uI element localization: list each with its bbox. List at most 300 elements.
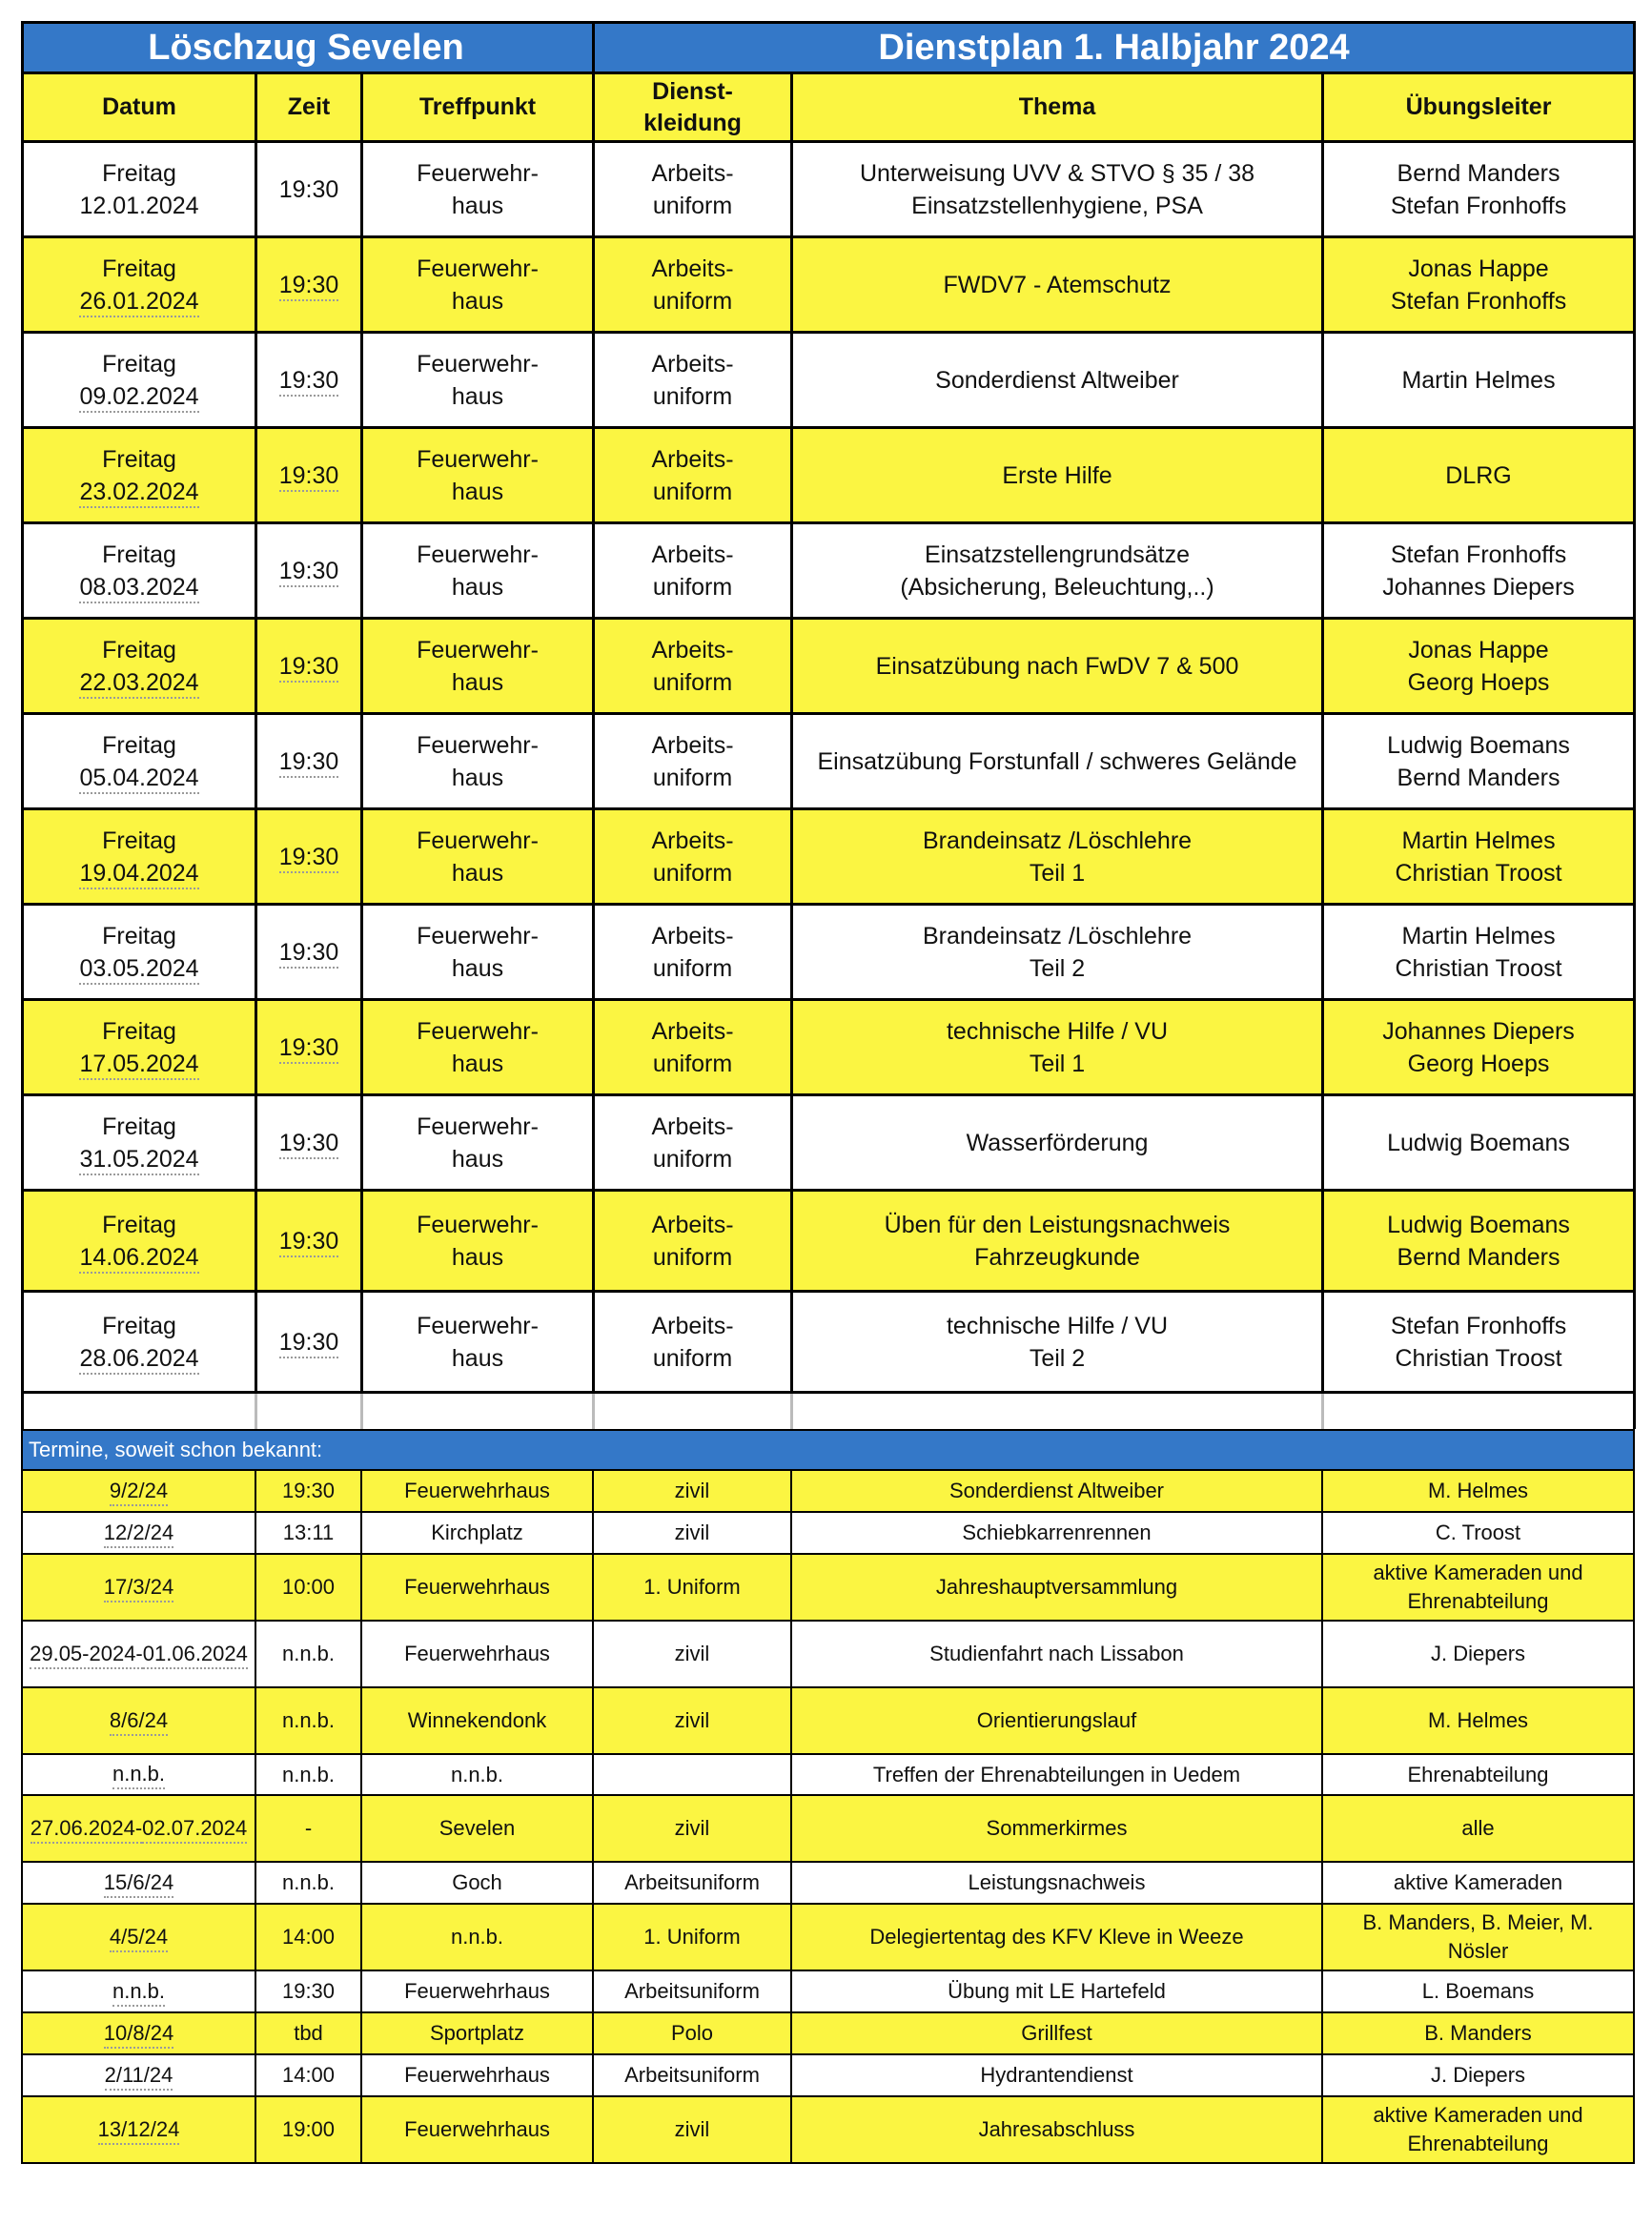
- schedule-row: [23, 333, 1635, 428]
- event-place-cell-line: Feuerwehrhaus: [404, 1479, 550, 1502]
- event-dress-cell: [593, 2096, 791, 2163]
- place-cell-line: Feuerwehr-: [417, 159, 539, 187]
- title-row: [23, 23, 1635, 73]
- place-cell-line: haus: [451, 859, 504, 887]
- event-leader-cell-line: J. Diepers: [1430, 2063, 1526, 2087]
- unit-title: Löschzug Sevelen: [23, 23, 594, 73]
- event-place-cell-line: Goch: [452, 1870, 502, 1894]
- date-line: [28, 1241, 251, 1274]
- event-date-cell: [22, 1795, 255, 1862]
- date-value: 14.06.2024: [79, 1243, 198, 1274]
- date-cell-line: Freitag: [102, 159, 176, 187]
- dress-cell-line: uniform: [652, 1243, 733, 1271]
- schedule-row: [23, 142, 1635, 237]
- leader-cell: [1323, 1095, 1635, 1191]
- date-cell: [23, 1292, 256, 1393]
- date-cell-line: Freitag: [102, 1017, 176, 1045]
- topic-cell-line: Teil 2: [1029, 954, 1086, 982]
- event-date-cell-line: n.n.b.: [112, 1761, 165, 1789]
- event-date-cell-line: 4/5/24: [110, 1924, 168, 1952]
- date-line: [28, 1048, 251, 1080]
- event-place-cell-line: Feuerwehrhaus: [404, 2117, 550, 2141]
- time-value: 19:30: [279, 366, 339, 397]
- event-dress-cell-line: 1. Uniform: [643, 1575, 741, 1599]
- dress-cell-line: Arbeits-: [651, 255, 734, 282]
- event-dress-cell-line: zivil: [674, 2117, 710, 2141]
- event-row: [22, 1904, 1634, 1970]
- event-date-cell: [22, 1904, 255, 1970]
- place-cell: [362, 1000, 594, 1095]
- place-cell: [362, 1191, 594, 1292]
- event-leader-cell-line: aktive Kameraden: [1393, 1870, 1563, 1894]
- event-place-cell: [361, 1621, 593, 1687]
- event-dress-cell-line: Arbeitsuniform: [624, 1870, 760, 1894]
- date-cell-line: Freitag: [102, 922, 176, 949]
- place-cell-line: haus: [451, 287, 504, 315]
- topic-cell: [792, 1000, 1323, 1095]
- event-date-cell: [22, 1862, 255, 1904]
- leader-cell-line: Stefan Fronhoffs: [1390, 1312, 1567, 1339]
- event-time-cell-line: 13:11: [282, 1521, 335, 1544]
- event-place-cell-line: Kirchplatz: [431, 1521, 523, 1544]
- event-dress-cell-line: Polo: [670, 2021, 714, 2045]
- event-topic-cell-line: Schiebkarrenrennen: [962, 1521, 1152, 1544]
- leader-cell: [1323, 619, 1635, 714]
- event-date-cell-line: 01.06.2024: [143, 1641, 248, 1669]
- event-date-cell: [22, 1970, 255, 2012]
- dress-cell-line: Arbeits-: [651, 1112, 734, 1140]
- event-topic-cell-line: Delegiertentag des KFV Kleve in Weeze: [869, 1925, 1244, 1949]
- event-place-cell-line: Winnekendonk: [407, 1708, 547, 1732]
- leader-cell: [1323, 1292, 1635, 1393]
- topic-cell-line: Einsatzstellengrundsätze: [925, 541, 1190, 568]
- date-value: 05.04.2024: [79, 764, 198, 794]
- dress-cell: [594, 1095, 792, 1191]
- event-place-cell: [361, 1904, 593, 1970]
- event-leader-cell-line: M. Helmes: [1427, 1708, 1529, 1732]
- events-title: Termine, soweit schon bekannt:: [22, 1430, 1634, 1470]
- event-place-cell-line: Sportplatz: [429, 2021, 525, 2045]
- event-row: [22, 1970, 1634, 2012]
- date-line: [28, 666, 251, 699]
- leader-cell-line: Georg Hoeps: [1407, 1050, 1550, 1077]
- col-dienst-line2: kleidung: [643, 109, 742, 136]
- leader-cell-line: Stefan Fronhoffs: [1390, 192, 1567, 219]
- event-time-cell: [255, 1470, 361, 1512]
- place-cell: [362, 619, 594, 714]
- leader-cell-line: Martin Helmes: [1401, 366, 1556, 394]
- date-cell-line: Freitag: [102, 731, 176, 759]
- dress-cell-line: uniform: [652, 573, 733, 601]
- date-cell-line: Freitag: [102, 255, 176, 282]
- event-leader-cell: [1322, 1512, 1634, 1554]
- dress-cell-line: Arbeits-: [651, 1211, 734, 1238]
- event-row: [22, 1470, 1634, 1512]
- leader-cell-line: DLRG: [1445, 461, 1512, 489]
- place-cell-line: Feuerwehr-: [417, 445, 539, 473]
- topic-cell-line: Teil 1: [1029, 859, 1086, 887]
- dress-cell: [594, 142, 792, 237]
- event-place-cell: [361, 1970, 593, 2012]
- leader-cell-line: Stefan Fronhoffs: [1390, 287, 1567, 315]
- time-cell: [256, 905, 362, 1000]
- dress-cell: [594, 809, 792, 905]
- place-cell-line: Feuerwehr-: [417, 1312, 539, 1339]
- topic-cell-line: Teil 2: [1029, 1344, 1086, 1372]
- event-place-cell: [361, 1554, 593, 1621]
- event-date-cell-line: 9/2/24: [110, 1478, 168, 1506]
- event-time-cell-line: 14:00: [281, 2063, 336, 2087]
- event-date-cell-line: 12/2/24: [104, 1520, 173, 1548]
- date-line: [28, 190, 251, 222]
- event-date-cell: [22, 1754, 255, 1795]
- date-line: [28, 1342, 251, 1375]
- event-leader-cell-line: L. Boemans: [1421, 1979, 1535, 2003]
- time-cell: [256, 333, 362, 428]
- event-dress-cell: [593, 1470, 791, 1512]
- date-value: 03.05.2024: [79, 954, 198, 985]
- date-cell: [23, 237, 256, 333]
- topic-cell-line: Erste Hilfe: [1002, 461, 1112, 489]
- topic-cell: [792, 809, 1323, 905]
- place-cell-line: Feuerwehr-: [417, 541, 539, 568]
- event-dress-cell-line: zivil: [674, 1708, 710, 1732]
- dress-cell-line: Arbeits-: [651, 445, 734, 473]
- dress-cell-line: uniform: [652, 1344, 733, 1372]
- event-date-cell: [22, 1687, 255, 1754]
- leader-cell: [1323, 1191, 1635, 1292]
- event-place-cell: [361, 1862, 593, 1904]
- event-time-cell: [255, 1687, 361, 1754]
- event-time-cell: [255, 1554, 361, 1621]
- event-topic-cell: [791, 1970, 1322, 2012]
- event-place-cell: [361, 1470, 593, 1512]
- leader-cell-line: Jonas Happe: [1408, 255, 1549, 282]
- dienstplan-page: [21, 21, 1633, 2164]
- place-cell-line: Feuerwehr-: [417, 827, 539, 854]
- leader-cell-line: Stefan Fronhoffs: [1390, 541, 1567, 568]
- date-line: [28, 1143, 251, 1175]
- event-place-cell: [361, 2096, 593, 2163]
- event-dress-cell: [593, 1512, 791, 1554]
- leader-cell: [1323, 428, 1635, 523]
- event-time-cell-line: 19:00: [281, 2117, 336, 2141]
- event-leader-cell-line: alle: [1461, 1816, 1495, 1840]
- events-table: [21, 1429, 1635, 2164]
- event-leader-cell-line: Ehrenabteilung: [1407, 1589, 1549, 1613]
- dress-cell-line: Arbeits-: [651, 159, 734, 187]
- topic-cell-line: Brandeinsatz /Löschlehre: [922, 827, 1193, 854]
- event-date-cell-line: 2/11/24: [105, 2062, 173, 2091]
- event-topic-cell: [791, 2012, 1322, 2054]
- date-value: 19.04.2024: [79, 859, 198, 889]
- event-time-cell-line: 14:00: [281, 1925, 336, 1949]
- topic-cell-line: Fahrzeugkunde: [974, 1243, 1140, 1271]
- event-dress-cell-line: Arbeitsuniform: [624, 1979, 760, 2003]
- dress-cell-line: uniform: [652, 954, 733, 982]
- dress-cell: [594, 237, 792, 333]
- time-cell: [256, 619, 362, 714]
- event-time-cell: [255, 1754, 361, 1795]
- date-cell-line: Freitag: [102, 1312, 176, 1339]
- event-dress-cell: [593, 1862, 791, 1904]
- event-topic-cell: [791, 1470, 1322, 1512]
- event-time-cell: [255, 1795, 361, 1862]
- event-leader-cell-line: B. Manders, B. Meier, M.: [1362, 1910, 1594, 1934]
- date-cell: [23, 523, 256, 619]
- date-line: [28, 476, 251, 508]
- leader-cell-line: Christian Troost: [1395, 954, 1562, 982]
- event-dress-cell: [593, 1904, 791, 1970]
- leader-cell-line: Ludwig Boemans: [1387, 1211, 1570, 1238]
- event-leader-cell-line: C. Troost: [1435, 1521, 1521, 1544]
- dress-cell-line: uniform: [652, 192, 733, 219]
- events-body: [22, 1470, 1634, 2163]
- event-topic-cell-line: Treffen der Ehrenabteilungen in Uedem: [872, 1762, 1241, 1786]
- leader-cell-line: Johannes Diepers: [1382, 573, 1575, 601]
- topic-cell-line: technische Hilfe / VU: [946, 1312, 1169, 1339]
- time-cell: [256, 809, 362, 905]
- event-dress-cell: [593, 1554, 791, 1621]
- topic-cell: [792, 333, 1323, 428]
- event-place-cell: [361, 2012, 593, 2054]
- dress-cell-line: uniform: [652, 1050, 733, 1077]
- leader-cell-line: Georg Hoeps: [1407, 668, 1550, 696]
- event-date-cell-line: 10/8/24: [104, 2020, 173, 2049]
- date-cell-line: Freitag: [102, 827, 176, 854]
- place-cell-line: Feuerwehr-: [417, 255, 539, 282]
- place-cell-line: haus: [451, 573, 504, 601]
- time-cell: [256, 1292, 362, 1393]
- event-topic-cell-line: Grillfest: [1021, 2021, 1092, 2045]
- place-cell: [362, 333, 594, 428]
- event-date-cell-line: 15/6/24: [104, 1869, 173, 1898]
- time-cell: [256, 714, 362, 809]
- dress-cell: [594, 333, 792, 428]
- schedule-body: [23, 142, 1635, 1393]
- event-time-cell: [255, 2054, 361, 2096]
- event-place-cell-line: Feuerwehrhaus: [404, 2063, 550, 2087]
- col-dienstkleidung: [594, 73, 792, 142]
- leader-cell-line: Johannes Diepers: [1382, 1017, 1575, 1045]
- place-cell-line: haus: [451, 1145, 504, 1173]
- event-leader-cell: [1322, 1470, 1634, 1512]
- col-treffpunkt: Treffpunkt: [362, 73, 594, 142]
- event-leader-cell: [1322, 1554, 1634, 1621]
- event-date-cell: [22, 1621, 255, 1687]
- date-value: 22.03.2024: [79, 668, 198, 699]
- leader-cell-line: Ludwig Boemans: [1387, 1129, 1570, 1156]
- leader-cell-line: Christian Troost: [1395, 1344, 1562, 1372]
- place-cell: [362, 142, 594, 237]
- topic-cell: [792, 1191, 1323, 1292]
- event-leader-cell: [1322, 2054, 1634, 2096]
- event-date-cell: [22, 1470, 255, 1512]
- time-cell: [256, 1191, 362, 1292]
- event-time-cell: [255, 1970, 361, 2012]
- event-leader-cell-line: Nösler: [1447, 1939, 1509, 1963]
- schedule-row: [23, 1292, 1635, 1393]
- col-uebungsleiter: Übungsleiter: [1323, 73, 1635, 142]
- event-dress-cell: [593, 1754, 791, 1795]
- event-dress-cell-line: zivil: [674, 1642, 710, 1665]
- event-date-cell-line: 02.07.2024: [142, 1815, 247, 1844]
- schedule-row: [23, 523, 1635, 619]
- event-time-cell: [255, 2012, 361, 2054]
- dress-cell-line: Arbeits-: [651, 827, 734, 854]
- topic-cell-line: Üben für den Leistungsnachweis: [884, 1211, 1231, 1238]
- event-date-cell: [22, 2054, 255, 2096]
- col-zeit: Zeit: [256, 73, 362, 142]
- event-leader-cell: [1322, 1621, 1634, 1687]
- dress-cell-line: Arbeits-: [651, 1017, 734, 1045]
- leader-cell: [1323, 714, 1635, 809]
- event-leader-cell: [1322, 1687, 1634, 1754]
- event-leader-cell-line: M. Helmes: [1427, 1479, 1529, 1502]
- event-row: [22, 1687, 1634, 1754]
- event-time-cell-line: n.n.b.: [281, 1762, 336, 1786]
- place-cell-line: Feuerwehr-: [417, 636, 539, 663]
- topic-cell-line: Sonderdienst Altweiber: [935, 366, 1179, 394]
- topic-cell: [792, 523, 1323, 619]
- event-row: [22, 1754, 1634, 1795]
- event-time-cell: [255, 1621, 361, 1687]
- event-date-cell-line: 13/12/24: [98, 2116, 180, 2145]
- place-cell-line: haus: [451, 954, 504, 982]
- date-cell-line: Freitag: [102, 445, 176, 473]
- schedule-row: [23, 905, 1635, 1000]
- event-topic-cell: [791, 1554, 1322, 1621]
- event-date-cell-line: 27.06.2024-: [31, 1815, 142, 1844]
- time-value: 19:30: [279, 1227, 339, 1257]
- leader-cell-line: Martin Helmes: [1401, 827, 1556, 854]
- place-cell-line: Feuerwehr-: [417, 1017, 539, 1045]
- date-value: 17.05.2024: [79, 1050, 198, 1080]
- event-topic-cell-line: Übung mit LE Hartefeld: [948, 1979, 1166, 2003]
- schedule-row: [23, 1191, 1635, 1292]
- event-dress-cell: [593, 2012, 791, 2054]
- time-cell: [256, 142, 362, 237]
- dress-cell-line: Arbeits-: [651, 731, 734, 759]
- event-row: [22, 2096, 1634, 2163]
- event-time-cell: [255, 1512, 361, 1554]
- col-datum: Datum: [23, 73, 256, 142]
- topic-cell: [792, 237, 1323, 333]
- event-date-cell: [22, 2096, 255, 2163]
- event-leader-cell-line: Ehrenabteilung: [1407, 1762, 1549, 1786]
- event-time-cell-line: -: [304, 1816, 313, 1840]
- time-cell: [256, 523, 362, 619]
- event-dress-cell: [593, 2054, 791, 2096]
- time-value: 19:30: [279, 271, 339, 301]
- place-cell-line: haus: [451, 478, 504, 505]
- date-cell: [23, 1191, 256, 1292]
- leader-cell: [1323, 1000, 1635, 1095]
- date-cell: [23, 905, 256, 1000]
- leader-cell: [1323, 523, 1635, 619]
- time-cell: [256, 1000, 362, 1095]
- time-value: 19:30: [279, 747, 339, 778]
- date-cell: [23, 1000, 256, 1095]
- date-value: 08.03.2024: [79, 573, 198, 603]
- schedule-row: [23, 1000, 1635, 1095]
- dress-cell: [594, 523, 792, 619]
- topic-cell-line: Einsatzübung Forstunfall / schweres Gelände: [817, 747, 1297, 775]
- topic-cell-line: Wasserförderung: [966, 1129, 1149, 1156]
- date-cell-line: Freitag: [102, 541, 176, 568]
- event-dress-cell: [593, 1621, 791, 1687]
- event-dress-cell-line: zivil: [674, 1816, 710, 1840]
- event-row: [22, 1621, 1634, 1687]
- place-cell-line: haus: [451, 668, 504, 696]
- place-cell-line: haus: [451, 764, 504, 791]
- event-dress-cell-line: zivil: [674, 1479, 710, 1502]
- event-place-cell-line: Feuerwehrhaus: [404, 1979, 550, 2003]
- topic-cell-line: Teil 1: [1029, 1050, 1086, 1077]
- topic-cell-line: technische Hilfe / VU: [946, 1017, 1169, 1045]
- date-cell-line: Freitag: [102, 350, 176, 378]
- topic-cell: [792, 428, 1323, 523]
- date-cell: [23, 1095, 256, 1191]
- dress-cell-line: Arbeits-: [651, 541, 734, 568]
- event-leader-cell-line: J. Diepers: [1430, 1642, 1526, 1665]
- event-row: [22, 2012, 1634, 2054]
- event-leader-cell: [1322, 2096, 1634, 2163]
- place-cell-line: Feuerwehr-: [417, 731, 539, 759]
- date-line: [28, 857, 251, 889]
- event-topic-cell-line: Leistungsnachweis: [968, 1870, 1146, 1894]
- event-topic-cell-line: Orientierungslauf: [976, 1708, 1137, 1732]
- time-value: 19:30: [278, 175, 339, 203]
- schedule-row: [23, 714, 1635, 809]
- event-topic-cell: [791, 1687, 1322, 1754]
- event-leader-cell-line: Ehrenabteilung: [1407, 2132, 1549, 2155]
- event-topic-cell: [791, 1795, 1322, 1862]
- topic-cell: [792, 714, 1323, 809]
- event-topic-cell-line: Hydrantendienst: [980, 2063, 1133, 2087]
- topic-cell-line: Unterweisung UVV & STVO § 35 / 38: [859, 159, 1255, 187]
- date-cell-line: Freitag: [102, 1112, 176, 1140]
- dress-cell: [594, 1000, 792, 1095]
- place-cell-line: haus: [451, 1344, 504, 1372]
- event-leader-cell-line: B. Manders: [1424, 2021, 1532, 2045]
- event-place-cell: [361, 2054, 593, 2096]
- place-cell-line: Feuerwehr-: [417, 1211, 539, 1238]
- event-leader-cell: [1322, 1904, 1634, 1970]
- schedule-table: [21, 21, 1636, 1429]
- event-topic-cell-line: Studienfahrt nach Lissabon: [929, 1642, 1184, 1665]
- date-value: 09.02.2024: [79, 382, 198, 413]
- leader-cell: [1323, 809, 1635, 905]
- time-value: 19:30: [279, 461, 339, 492]
- dress-cell-line: uniform: [652, 478, 733, 505]
- place-cell: [362, 237, 594, 333]
- date-cell: [23, 809, 256, 905]
- event-row: [22, 2054, 1634, 2096]
- event-topic-cell: [791, 1862, 1322, 1904]
- schedule-row: [23, 1095, 1635, 1191]
- topic-cell: [792, 619, 1323, 714]
- date-cell: [23, 714, 256, 809]
- event-time-cell: [255, 1904, 361, 1970]
- place-cell-line: haus: [451, 382, 504, 410]
- place-cell-line: Feuerwehr-: [417, 922, 539, 949]
- event-leader-cell-line: aktive Kameraden und: [1373, 2103, 1583, 2127]
- leader-cell-line: Bernd Manders: [1397, 159, 1560, 187]
- dress-cell: [594, 619, 792, 714]
- topic-cell: [792, 142, 1323, 237]
- dress-cell-line: Arbeits-: [651, 1312, 734, 1339]
